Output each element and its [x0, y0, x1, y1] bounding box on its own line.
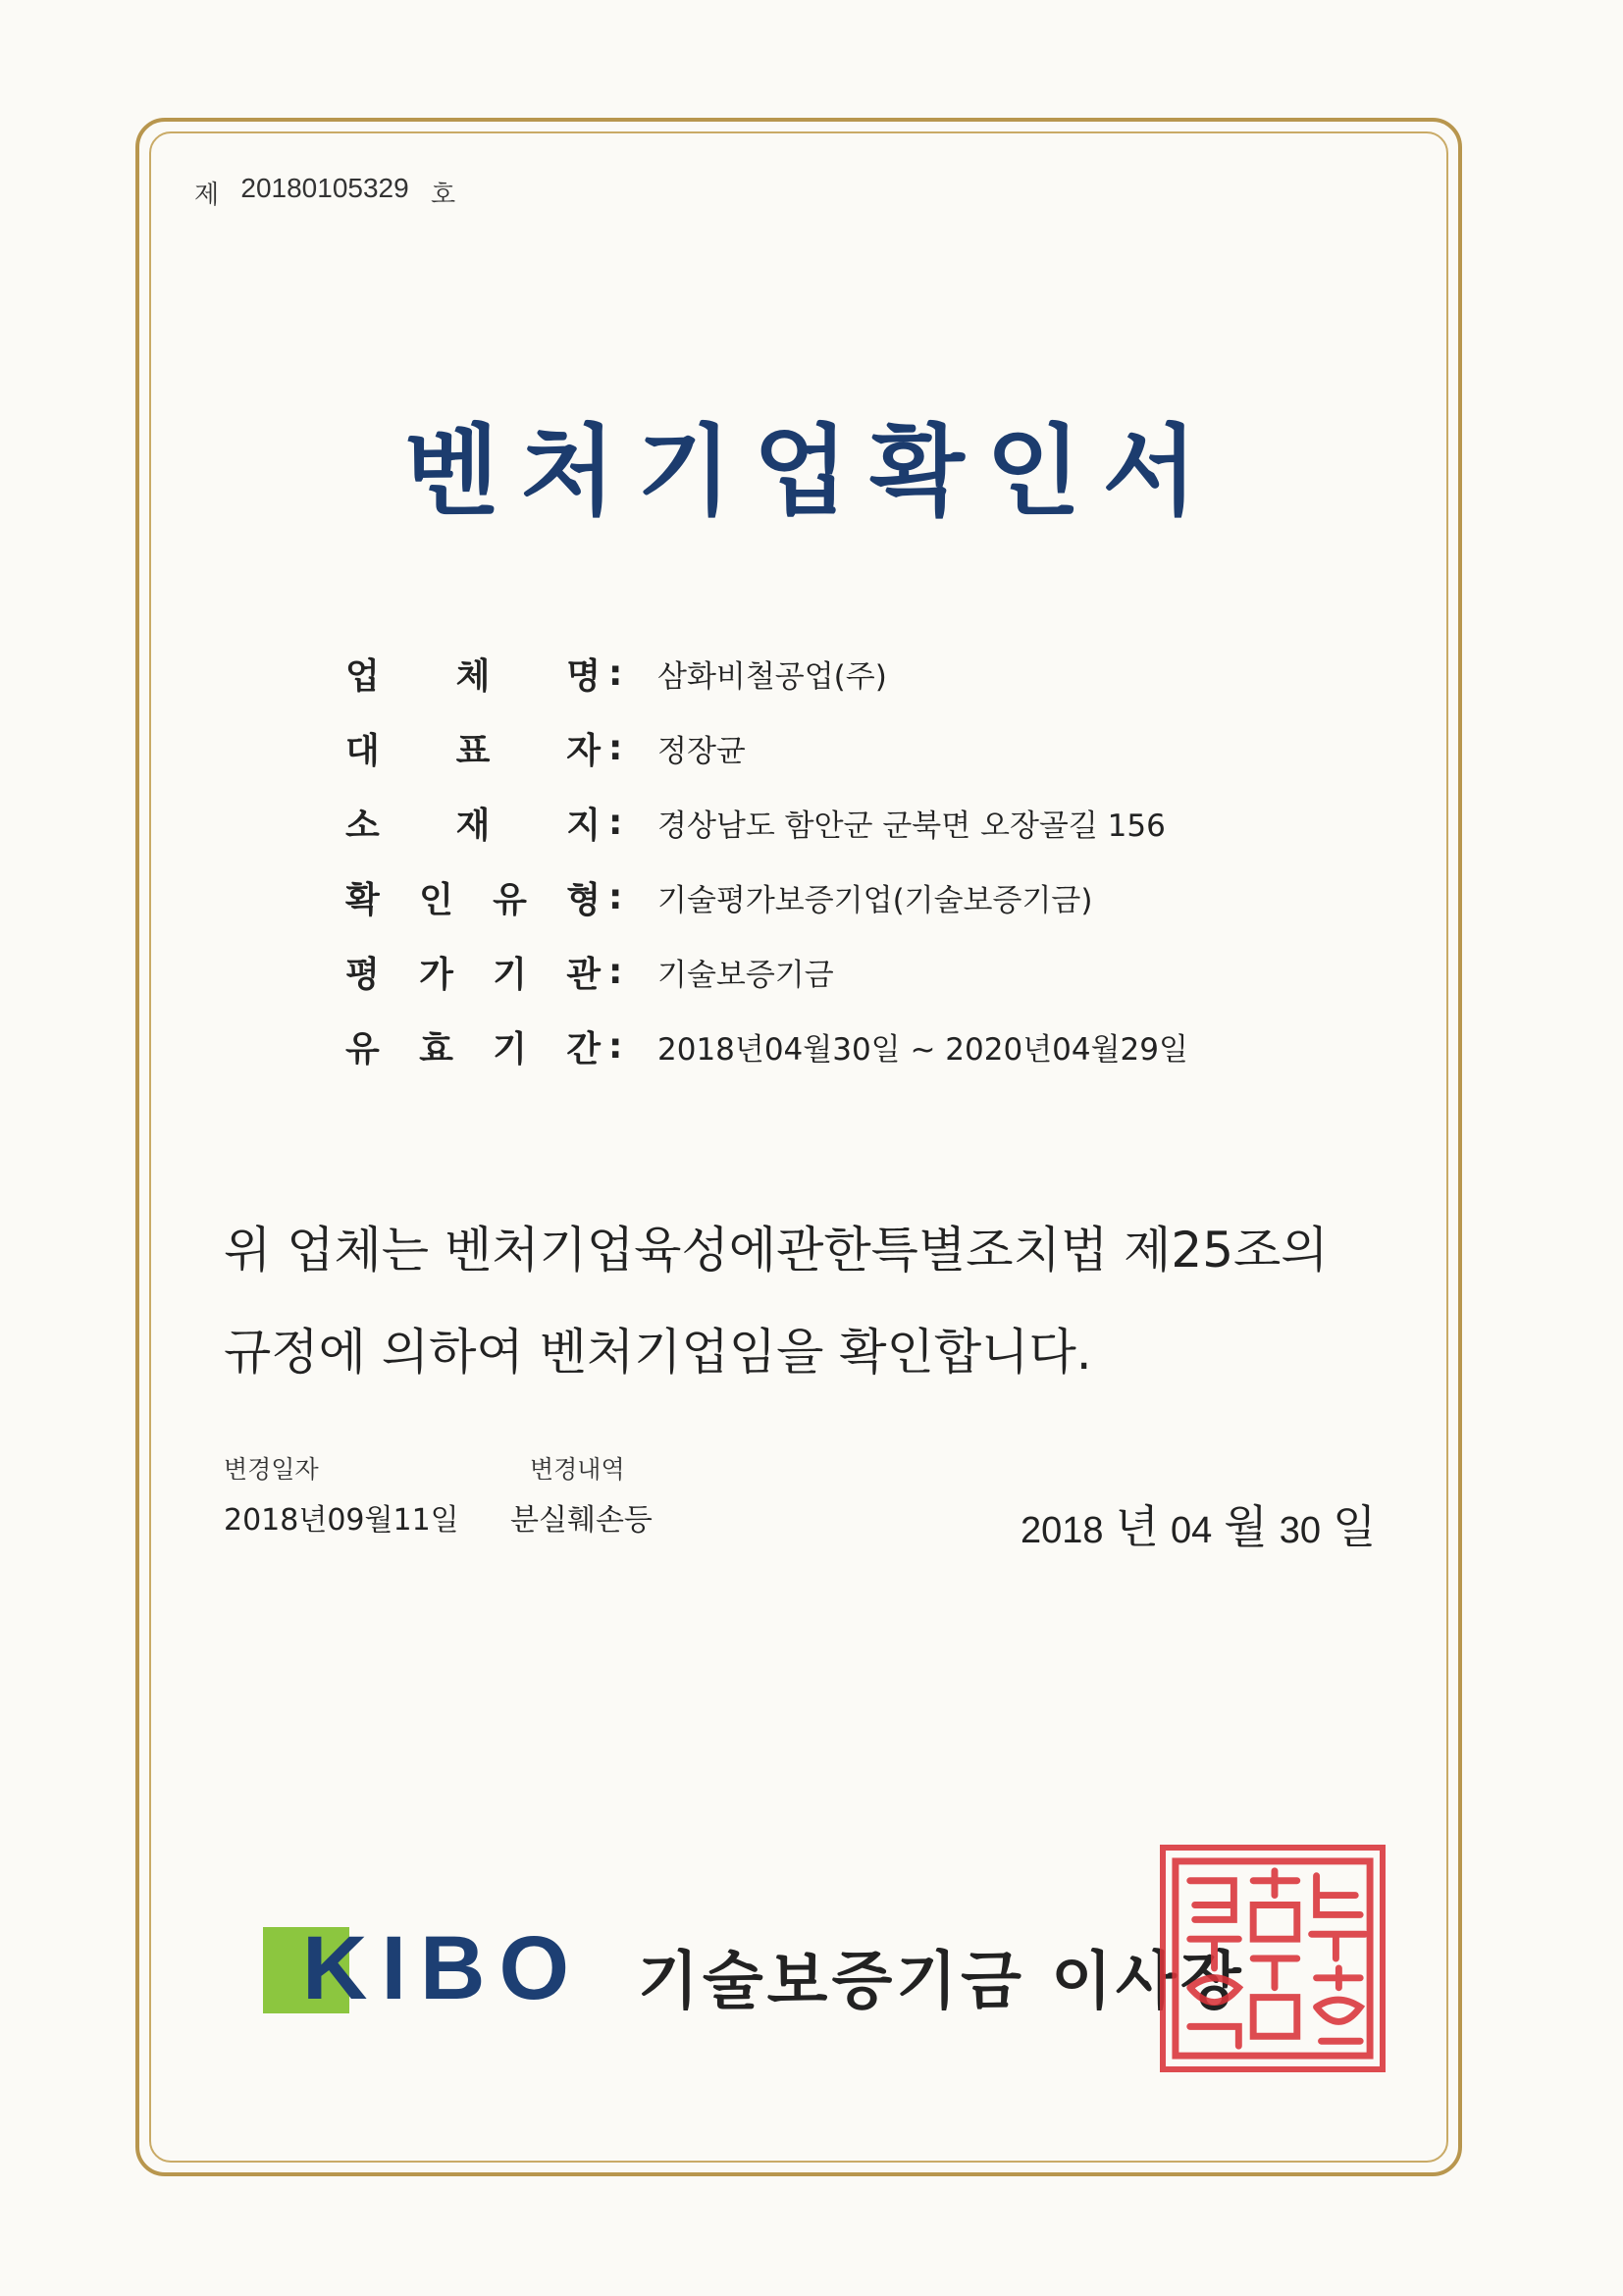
issuer-name: 기술보증기금 이사장	[638, 1946, 1245, 2018]
serial-suffix: 호	[430, 181, 456, 210]
confirmation-statement	[224, 1199, 1421, 1403]
change-date-label: 변경일자	[224, 1455, 319, 1484]
field-value: 삼화비철공업(주)	[657, 658, 887, 695]
field-value: 기술보증기금	[657, 957, 834, 993]
field-value: 경상남도 함안군 군북면 오장골길 156	[657, 808, 1166, 844]
field-label: 대 표 자	[345, 730, 601, 771]
field-label: 업 체 명	[345, 655, 601, 697]
field-value: 기술평가보증기업(기술보증기금)	[657, 882, 1093, 918]
certificate-fields	[345, 636, 1188, 1083]
field-validity-period: 유 효 기 간 : 2018년04월30일 ~ 2020년04월29일	[345, 1009, 1188, 1083]
serial-number-line	[194, 175, 469, 211]
official-seal	[1160, 1845, 1386, 2072]
serial-number: 20180105329	[240, 173, 409, 203]
field-confirmation-type: 확 인 유 형 : 기술평가보증기업(기술보증기금)	[345, 860, 1188, 934]
field-value: 2018년04월30일 ~ 2020년04월29일	[657, 1031, 1188, 1068]
issue-date: 2018 년 04 월 30 일	[1021, 1500, 1377, 1553]
statement-line-1: 위 업체는 벤처기업육성에관한특별조치법 제25조의	[224, 1222, 1329, 1278]
kibo-logo	[263, 1918, 606, 2018]
field-address: 소 재 지 : 경상남도 함안군 군북면 오장골길 156	[345, 785, 1188, 860]
change-date-value: 2018년09월11일	[224, 1503, 459, 1538]
certificate-title: 벤처기업확인서	[403, 413, 1220, 529]
kibo-logo-text: KIBO	[302, 1918, 583, 2018]
serial-prefix: 제	[194, 181, 220, 210]
field-label: 평 가 기 관	[345, 954, 601, 995]
change-detail-value: 분실훼손등	[510, 1503, 653, 1538]
field-label: 소 재 지	[345, 805, 601, 846]
change-detail-label: 변경내역	[530, 1455, 625, 1484]
field-value: 정장균	[657, 733, 746, 769]
field-evaluation-agency: 평 가 기 관 : 기술보증기금	[345, 934, 1188, 1009]
field-representative: 대 표 자 : 정장균	[345, 710, 1188, 785]
field-label: 유 효 기 간	[345, 1028, 601, 1070]
seal-graphic	[1166, 1851, 1380, 2066]
field-label: 확 인 유 형	[345, 879, 601, 920]
statement-line-2: 규정에 의하여 벤처기업임을 확인합니다.	[224, 1324, 1092, 1381]
field-company-name: 업 체 명 : 삼화비철공업(주)	[345, 636, 1188, 710]
